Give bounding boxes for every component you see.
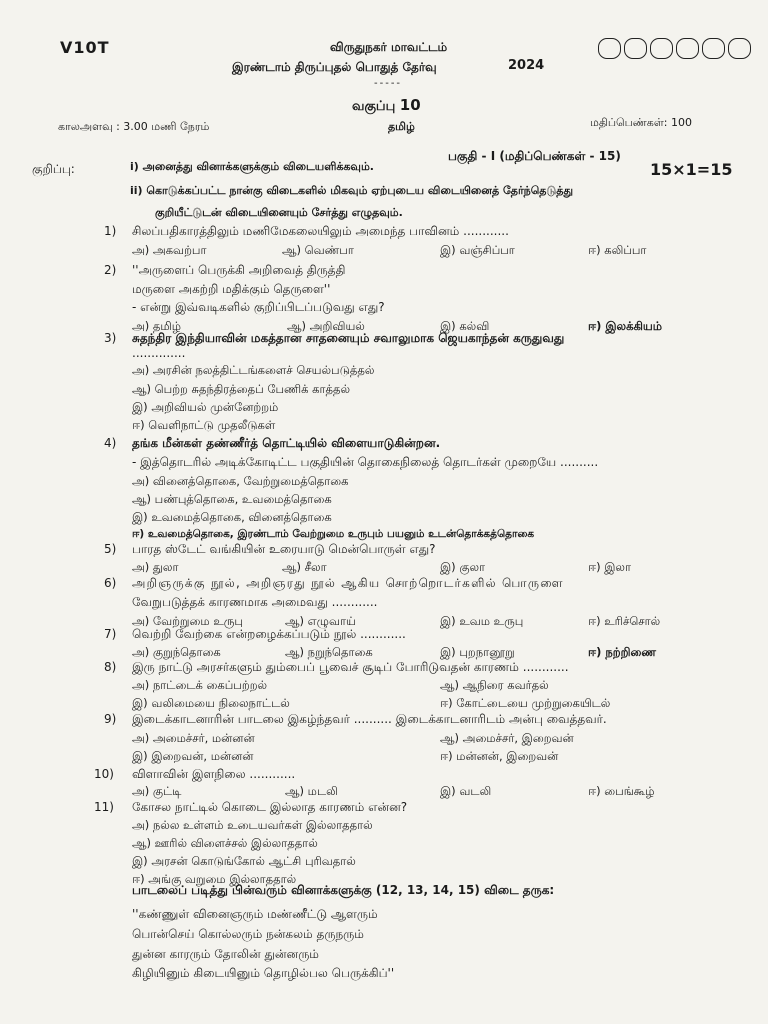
question-text: இரு நாட்டு அரசர்களும் தும்பைப் பூவைச் சூடிப் போரிடுவதன் காரணம் ............ [132,660,569,674]
option: ஆ) ஊரில் விளைச்சல் இல்லாததால் [132,836,318,850]
option: ஈ) வெளிநாட்டு முதலீடுகள் [132,418,276,432]
question-number: 11) [94,800,114,814]
option: ஆ) வெண்பா [282,243,354,257]
question-number: 7) [104,627,117,641]
roll-box[interactable] [624,38,647,59]
question-number: 5) [104,542,117,556]
option: ஈ) பைங்கூழ் [588,784,655,798]
roll-box[interactable] [650,38,673,59]
option: ஈ) மன்னன், இறைவன் [440,749,559,763]
option: ஈ) கலிப்பா [588,243,647,257]
total-marks: மதிப்பெண்கள்: 100 [590,116,692,129]
note-label: குறிப்பு: [32,162,75,176]
option: ஆ) எழுவாய் [285,614,356,628]
option: இ) குலா [440,560,486,574]
poem-instruction: பாடலைப் படித்து பின்வரும் வினாக்களுக்கு (12, 13, 14, 15) விடை தருக: [132,883,555,897]
question-text: தங்க மீன்கள் தண்ணீர்த் தொட்டியில் விளையாடுகின்றன. [132,436,441,450]
section-title: பகுதி - I (மதிப்பெண்கள் - 15) [448,149,621,163]
poem-line: துன்ன காரரும் தோலின் துன்னரும் [132,947,319,961]
poem-line: கிழியினும் கிடையினும் தொழில்பல பெருக்கிப்'' [132,966,395,980]
option: இ) உவமைத்தொகை, வினைத்தொகை [132,510,332,524]
question-number: 2) [104,263,117,277]
option: இ) இறைவன், மன்னன் [132,749,254,763]
option: இ) உவம உருபு [440,614,524,628]
question-text: - இத்தொடரில் அடிக்கோடிட்ட பகுதியின் தொகைநிலைத் தொடர்கள் முறையே .......... [132,455,599,469]
option: ஈ) இலா [588,560,631,574]
note-2b: குறியீட்டுடன் விடையினையும் சேர்த்து எழுதவும். [155,206,403,219]
question-text: வெற்றி வேற்கை என்றழைக்கப்படும் நூல் ............ [132,627,406,641]
question-text: மருளை அகற்றி மதிக்கும் தெருளை'' [132,282,331,296]
option: அ) வேற்றுமை உருபு [132,614,243,628]
poem-line: ''கண்ணுள் வினைஞரும் மண்ணீட்டு ஆளரும் [132,907,378,921]
exam-year: 2024 [508,58,545,73]
option: இ) வஞ்சிப்பா [440,243,515,257]
note-1: i) அனைத்து வினாக்களுக்கும் விடையளிக்கவும். [130,160,374,173]
option: அ) வினைத்தொகை, வேற்றுமைத்தொகை [132,474,349,488]
option: ஆ) பெற்ற சுதந்திரத்தைப் பேணிக் காத்தல் [132,382,351,396]
option: அ) அரசின் நலத்திட்டங்களைச் செயல்படுத்தல் [132,363,375,377]
option: ஈ) இலக்கியம் [588,319,662,333]
option: ஆ) சீலா [282,560,327,574]
standard [352,96,421,115]
question-text: .............. [132,346,186,360]
option: ஈ) கோட்டையை முற்றுகையிடல் [440,696,611,710]
option: ஈ) அங்கு வறுமை இல்லாததால் [132,872,297,886]
roll-box[interactable] [728,38,751,59]
question-text: விளாவின் இளநிலை ............ [132,767,296,781]
option: ஆ) ஆநிரை கவர்தல் [440,678,549,692]
option: ஆ) அறிவியல் [287,319,365,333]
question-text: இடைக்காடனாரின் பாடலை இகழ்ந்தவர் .......... இடைக்காடனாரிடம் அன்பு வைத்தவர். [132,712,607,726]
paper-code: V10T [60,38,110,57]
roll-number-boxes[interactable] [598,38,751,59]
question-text: - என்று இவ்வடிகளில் குறிப்பிடப்படுவது எது? [132,300,385,314]
option: ஆ) பண்புத்தொகை, உவமைத்தொகை [132,492,332,506]
header-separator: ----- [374,78,403,89]
district-name: விருதுநகர் மாவட்டம் [330,40,448,54]
option: அ) குறுந்தொகை [132,645,221,659]
roll-box[interactable] [598,38,621,59]
question-text: வேறுபடுத்தக் காரணமாக அமைவது ............ [132,595,378,609]
question-text: கோசல நாட்டில் கொடை இல்லாத காரணம் என்ன? [132,800,408,814]
option: இ) கல்வி [440,319,490,333]
question-number: 1) [104,224,117,238]
standard-label: வகுப்பு [352,99,396,114]
option: ஈ) நற்றிணை [588,645,656,659]
option: ஆ) நறுந்தொகை [285,645,373,659]
option: ஆ) அமைச்சர், இறைவன் [440,731,574,745]
option: இ) வடலி [440,784,492,798]
duration: காலஅளவு : 3.00 மணி நேரம் [58,120,210,133]
option: இ) அறிவியல் முன்னேற்றம் [132,400,279,414]
option: ஈ) உரிச்சொல் [588,614,661,628]
exam-name: இரண்டாம் திருப்புதல் பொதுத் தேர்வு [232,60,437,74]
question-number: 3) [104,331,117,345]
question-text: ''அருளைப் பெருக்கி அறிவைத் திருத்தி [132,263,346,277]
option: ஈ) உவமைத்தொகை, இரண்டாம் வேற்றுமை உருபும் பயனும் உடன்தொக்கத்தொகை [132,528,535,540]
option: அ) துலா [132,560,179,574]
question-number: 4) [104,436,117,450]
option: இ) புறநானூறு [440,645,515,659]
question-number: 6) [104,576,117,590]
question-text: பாரத ஸ்டேட் வங்கியின் உரையாடு மென்பொருள் எது? [132,542,436,556]
poem-line: பொன்செய் கொல்லரும் நன்கலம் தருநரும் [132,927,364,941]
question-text: சிலப்பதிகாரத்திலும் மணிமேகலையிலும் அமைந்த பாவினம் ............ [132,224,509,238]
question-number: 8) [104,660,117,674]
question-text: சுதந்திர இந்தியாவின் மகத்தான சாதனையும் சவாலுமாக ஜெயகாந்தன் கருதுவது [132,331,565,345]
roll-box[interactable] [702,38,725,59]
section-score: 15×1=15 [650,160,733,179]
question-text: அறிஞருக்கு நூல், அறிஞரது நூல் ஆகிய சொற்றொடர்களில் பொருளை [132,576,564,590]
option: அ) தமிழ் [132,319,181,333]
question-number: 10) [94,767,114,781]
option: அ) நல்ல உள்ளம் உடையவர்கள் இல்லாததால் [132,818,373,832]
option: அ) அகவற்பா [132,243,207,257]
question-number: 9) [104,712,117,726]
standard-number: 10 [399,96,421,114]
option: அ) அமைச்சர், மன்னன் [132,731,255,745]
option: இ) வலிமையை நிலைநாட்டல் [132,696,290,710]
option: இ) அரசன் கொடுங்கோல் ஆட்சி புரிவதால் [132,854,356,868]
roll-box[interactable] [676,38,699,59]
option: ஆ) மடலி [285,784,338,798]
option: அ) நாட்டைக் கைப்பற்றல் [132,678,268,692]
option: அ) குட்டி [132,784,182,798]
subject: தமிழ் [388,120,415,133]
note-2a: ii) கொடுக்கப்பட்ட நான்கு விடைகளில் மிகவும் ஏற்புடைய விடையினைத் தேர்ந்தெடுத்து [130,184,573,197]
